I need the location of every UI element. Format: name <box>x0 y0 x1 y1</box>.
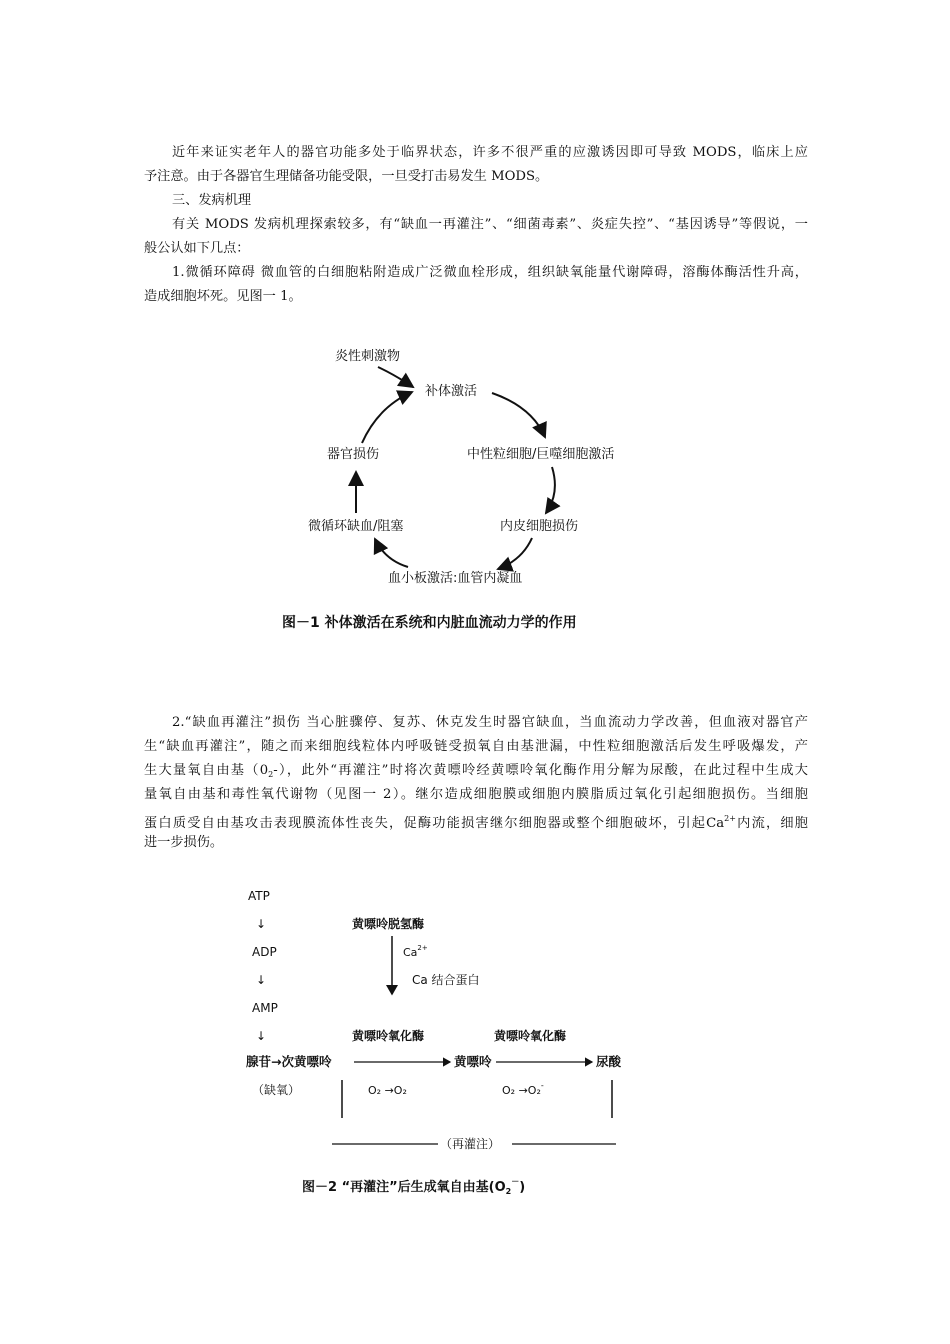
point2-line-3: 生大量氧自由基$(0_2-)$，此外“再灌注”时将次黄嘌呤经黄嘌呤氧化酶作用分解为尿酸，在此过程中生成大 <box>144 763 808 779</box>
point2-line-1: 2.“缺血再灌注”损伤 当心脏骤停、复苏、休克发生时器官缺血，当血流动力学改善，但血液对器官产 <box>172 715 808 730</box>
o2-conversion-1: O₂ →O₂ <box>368 1084 407 1097</box>
node-microcirc: 微循环缺血/阻塞 <box>308 519 404 534</box>
node-organ: 器官损伤 <box>327 447 380 462</box>
section-heading: 三、发病机理 <box>172 193 252 208</box>
ca-binding-label: Ca 结合蛋白 <box>412 973 480 987</box>
hypoxia-label: （缺氧） <box>252 1083 301 1097</box>
xanthine-oxidase-label-2: 黄嘌呤氧化酶 <box>494 1029 567 1043</box>
adp-label: ADP <box>252 945 277 959</box>
arrow-stimulus-to-complement <box>378 367 413 387</box>
amp-label: AMP <box>252 1001 278 1015</box>
node-complement: 补体激活 <box>425 384 478 399</box>
point2-line-5: 蛋白质受自由基攻击表现膜流体性丧失，促酶功能损害继尔细胞器或整个细胞破坏，引起$Ca^{2+}$内流，细胞 <box>144 814 808 831</box>
intro-paragraph <box>144 141 808 309</box>
mech-intro-line-2: 般公认如下几点： <box>144 241 250 256</box>
down-arrow-1: ↓ <box>256 917 267 931</box>
arrow-neutrophil-to-endothelium <box>546 467 555 513</box>
reperfusion-label: （再灌注） <box>440 1137 501 1151</box>
figure-2-caption: 图－2 “再灌注”后生成氧自由基$(O_2^-)$ <box>302 1177 526 1196</box>
arrow-complement-to-neutrophil <box>492 393 545 437</box>
uric-acid-label: 尿酸 <box>596 1054 622 1069</box>
arrow-organ-to-complement <box>362 392 412 443</box>
node-platelet: 血小板激活:血管内凝血 <box>388 571 523 586</box>
node-endothelium: 内皮细胞损伤 <box>500 519 579 534</box>
figure-1-caption: 图－1 补体激活在系统和内脏血流动力学的作用 <box>282 615 577 631</box>
xanthine-dehydrogenase-label: 黄嘌呤脱氢酶 <box>352 917 425 931</box>
node-neutrophil: 中性粒细胞/巨噬细胞激活 <box>467 447 615 462</box>
point2-line-2: 生“缺血再灌注”，随之而来细胞线粒体内呼吸链受损氧自由基泄漏，中性粒细胞激活后发生呼吸爆发，产 <box>144 739 808 754</box>
point2-paragraph <box>144 711 808 855</box>
point2-line-6: 进一步损伤。 <box>144 835 224 850</box>
o2-conversion-2: O₂ →O₂- <box>502 1081 544 1097</box>
figure-2-diagram <box>240 880 640 1210</box>
intro-line-1: 近年来证实老年人的器官功能多处于临界状态，许多不很严重的应激诱因即可导致 MODS，临床上应 <box>172 145 808 160</box>
xanthine-label: 黄嘌呤 <box>454 1054 492 1069</box>
atp-label: ATP <box>248 889 270 903</box>
down-arrow-2: ↓ <box>256 973 267 987</box>
mech-intro-line-1: 有关 MODS 发病机理探索较多，有“缺血一再灌注”、“细菌毒素”、炎症失控”、“基因诱导”等假说，一 <box>172 217 808 232</box>
down-arrow-3: ↓ <box>256 1029 267 1043</box>
arrow-platelet-to-microcirc <box>375 539 408 567</box>
intro-line-2: 予注意。由于各器官生理储备功能受限，一旦受打击易发生 MODS。 <box>144 169 549 184</box>
point1-line-2: 造成细胞坏死。见图一 1。 <box>144 289 302 304</box>
point1-line-1: 1.微循环障碍 微血管的白细胞粘附造成广泛微血栓形成，组织缺氧能量代谢障碍，溶酶体酶活性升高， <box>172 265 808 280</box>
ca-label: $Ca^{2+}$ <box>403 944 428 959</box>
arrow-endothelium-to-platelet <box>498 538 532 569</box>
point2-line-4: 量氧自由基和毒性氧代谢物（见图一 2）。继尔造成细胞膜或细胞内膜脂质过氧化引起细胞损伤。当细胞 <box>144 787 808 802</box>
figure-1-diagram <box>270 335 670 645</box>
node-stimulus: 炎性刺激物 <box>335 349 401 364</box>
adenosine-label: 腺苷→次黄嘌呤 <box>246 1054 332 1069</box>
xanthine-oxidase-label-1: 黄嘌呤氧化酶 <box>352 1029 425 1043</box>
